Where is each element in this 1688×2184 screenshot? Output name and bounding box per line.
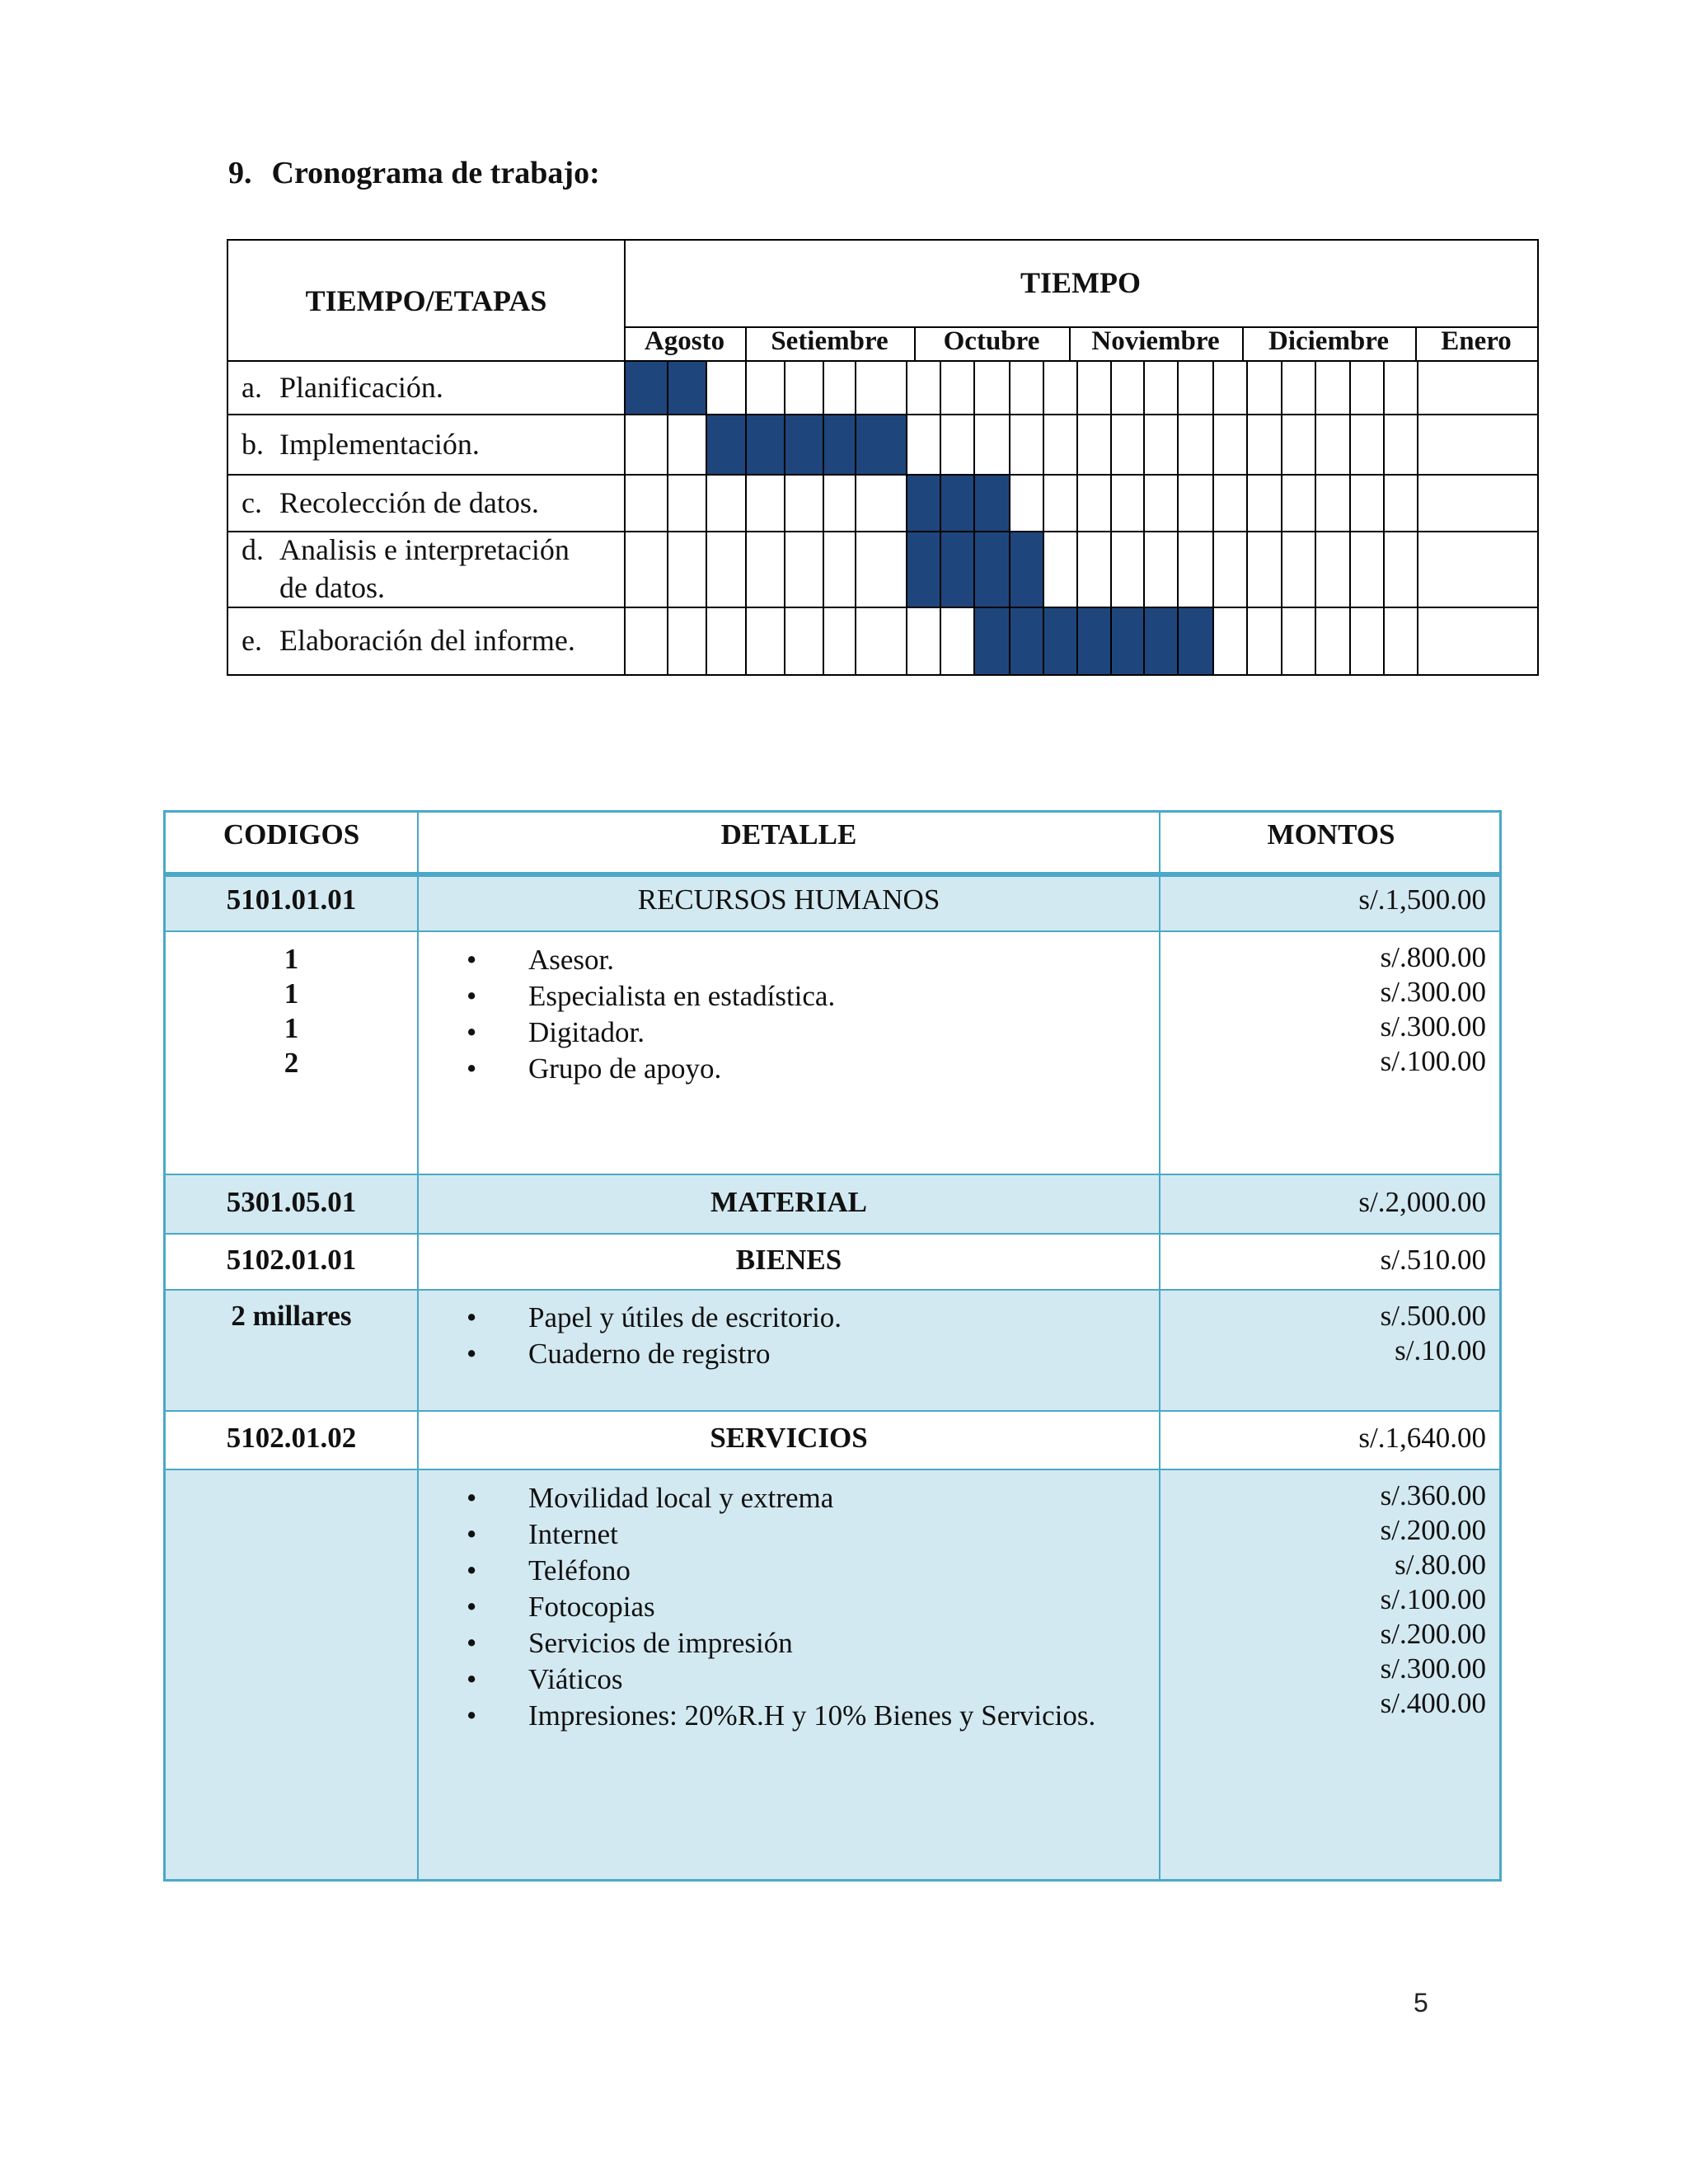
row-line bbox=[166, 930, 1499, 932]
grid-line bbox=[1383, 360, 1385, 674]
bienes-quantity: 2 millares bbox=[231, 1300, 352, 1332]
stage-letter: a. bbox=[241, 370, 262, 404]
grid-line bbox=[1349, 360, 1351, 674]
row-line bbox=[166, 1410, 1499, 1412]
stage-text: Planificación. bbox=[279, 370, 443, 404]
title-material: MATERIAL bbox=[710, 1186, 867, 1218]
grid-line bbox=[624, 241, 626, 674]
row-line bbox=[166, 1289, 1499, 1291]
list-item: • Internet bbox=[467, 1516, 1095, 1553]
month-label: Setiembre bbox=[771, 326, 889, 356]
row-line bbox=[166, 1469, 1499, 1470]
list-item: • Cuaderno de registro bbox=[467, 1336, 842, 1372]
grid-line bbox=[706, 360, 707, 674]
amount-bienes: s/.510.00 bbox=[1380, 1244, 1486, 1276]
quantity: 1 bbox=[284, 943, 299, 975]
grid-line bbox=[228, 360, 1537, 362]
grid-line bbox=[1043, 360, 1044, 674]
amount: s/.300.00 bbox=[1380, 976, 1486, 1008]
column-line bbox=[417, 813, 419, 1879]
amount: s/.10.00 bbox=[1395, 1334, 1486, 1366]
stage-label bbox=[241, 484, 539, 522]
list-item: • Fotocopias bbox=[467, 1589, 1095, 1625]
list-item: • Viáticos bbox=[467, 1661, 1095, 1698]
rrhh-amounts bbox=[1381, 940, 1486, 1079]
amount: s/.500.00 bbox=[1380, 1300, 1486, 1332]
grid-line bbox=[1110, 360, 1112, 674]
rrhh-item-list bbox=[467, 942, 835, 1087]
amount: s/.800.00 bbox=[1380, 941, 1486, 973]
list-item: • Especialista en estadística. bbox=[467, 978, 835, 1015]
code-servicios: 5102.01.02 bbox=[226, 1422, 357, 1454]
stage-letter: d. bbox=[241, 533, 264, 566]
amount: s/.300.00 bbox=[1380, 1010, 1486, 1043]
list-item: • Digitador. bbox=[467, 1015, 835, 1051]
quantity: 1 bbox=[284, 977, 299, 1010]
section-title: Cronograma de trabajo: bbox=[271, 156, 600, 190]
stage-letter: c. bbox=[241, 485, 262, 519]
month-label: Diciembre bbox=[1268, 326, 1389, 356]
gantt-bar bbox=[706, 414, 906, 474]
header-separator bbox=[166, 872, 1499, 877]
grid-line bbox=[855, 360, 856, 674]
stage-text: Recolección de datos. bbox=[279, 485, 539, 519]
list-item: • Teléfono bbox=[467, 1553, 1095, 1589]
code-material: 5301.05.01 bbox=[226, 1186, 357, 1218]
bienes-amounts bbox=[1381, 1299, 1486, 1368]
stage-label bbox=[241, 425, 480, 463]
code-rrhh: 5101.01.01 bbox=[226, 883, 357, 916]
grid-line bbox=[667, 360, 668, 674]
stage-text: Analisis e interpretación bbox=[279, 533, 570, 566]
stage-label bbox=[241, 621, 575, 659]
time-label: TIEMPO bbox=[1020, 266, 1141, 299]
grid-line bbox=[973, 360, 975, 674]
stage-text-line2: de datos. bbox=[279, 571, 385, 604]
grid-line bbox=[940, 360, 941, 674]
title-servicios: SERVICIOS bbox=[710, 1422, 868, 1454]
list-item: • Impresiones: 20%R.H y 10% Bienes y Servicios. bbox=[467, 1698, 1095, 1734]
grid-line bbox=[228, 414, 1537, 415]
row-line bbox=[166, 1233, 1499, 1235]
header-montos: MONTOS bbox=[1267, 818, 1395, 851]
budget-table bbox=[163, 810, 1502, 1882]
amount: s/.100.00 bbox=[1380, 1045, 1486, 1077]
servicios-amounts bbox=[1381, 1479, 1486, 1721]
section-heading bbox=[228, 155, 620, 191]
grid-line bbox=[745, 360, 747, 674]
amount: s/.80.00 bbox=[1395, 1549, 1486, 1581]
month-label: Agosto bbox=[644, 326, 725, 356]
list-item: • Servicios de impresión bbox=[467, 1625, 1095, 1661]
list-item: • Grupo de apoyo. bbox=[467, 1051, 835, 1087]
stage-letter: e. bbox=[241, 624, 262, 657]
rrhh-quantities bbox=[166, 942, 417, 1080]
amount: s/.100.00 bbox=[1380, 1583, 1486, 1615]
work-schedule-gantt bbox=[227, 239, 1539, 676]
grid-line bbox=[823, 360, 824, 674]
page-number: 5 bbox=[1414, 1988, 1428, 2018]
amount: s/.400.00 bbox=[1380, 1687, 1486, 1719]
grid-line bbox=[784, 360, 785, 674]
grid-line bbox=[1009, 360, 1010, 674]
header-codigos: CODIGOS bbox=[223, 818, 360, 851]
amount-material: s/.2,000.00 bbox=[1358, 1186, 1486, 1218]
stage-label bbox=[241, 368, 443, 406]
list-item: • Papel y útiles de escritorio. bbox=[467, 1300, 842, 1336]
bienes-item-list bbox=[467, 1300, 842, 1372]
month-label: Enero bbox=[1441, 326, 1512, 356]
month-label: Noviembre bbox=[1091, 326, 1220, 356]
amount-rrhh: s/.1,500.00 bbox=[1358, 883, 1486, 916]
servicios-item-list bbox=[467, 1480, 1095, 1734]
stage-label bbox=[241, 531, 570, 607]
grid-line bbox=[228, 474, 1537, 476]
amount: s/.200.00 bbox=[1380, 1514, 1486, 1546]
grid-line bbox=[228, 607, 1537, 608]
grid-line bbox=[1246, 360, 1248, 674]
grid-line bbox=[1315, 360, 1316, 674]
row-line bbox=[166, 1174, 1499, 1175]
quantity: 1 bbox=[284, 1012, 299, 1044]
grid-line bbox=[1177, 360, 1179, 674]
code-bienes: 5102.01.01 bbox=[226, 1244, 357, 1276]
amount: s/.360.00 bbox=[1380, 1479, 1486, 1511]
stage-text: Elaboración del informe. bbox=[279, 624, 575, 657]
gantt-bar bbox=[624, 360, 706, 414]
grid-line bbox=[1212, 360, 1214, 674]
section-number: 9. bbox=[228, 156, 252, 190]
header-detalle: DETALLE bbox=[720, 818, 857, 851]
amount: s/.300.00 bbox=[1380, 1652, 1486, 1685]
title-rrhh: RECURSOS HUMANOS bbox=[637, 883, 940, 916]
month-label: Octubre bbox=[943, 326, 1040, 356]
amount: s/.200.00 bbox=[1380, 1618, 1486, 1650]
stage-text: Implementación. bbox=[279, 427, 480, 461]
list-item: • Asesor. bbox=[467, 942, 835, 978]
grid-line bbox=[1076, 360, 1078, 674]
grid-line bbox=[1281, 360, 1282, 674]
title-bienes: BIENES bbox=[735, 1244, 842, 1276]
list-item: • Movilidad local y extrema bbox=[467, 1480, 1095, 1516]
grid-line bbox=[1143, 360, 1145, 674]
corner-label: TIEMPO/ETAPAS bbox=[305, 284, 547, 317]
gantt-bar bbox=[906, 474, 1009, 531]
amount-servicios: s/.1,640.00 bbox=[1358, 1422, 1486, 1454]
grid-line bbox=[906, 360, 907, 674]
column-line bbox=[1159, 813, 1160, 1879]
quantity: 2 bbox=[284, 1047, 299, 1079]
grid-line bbox=[1417, 360, 1418, 674]
stage-letter: b. bbox=[241, 427, 264, 461]
